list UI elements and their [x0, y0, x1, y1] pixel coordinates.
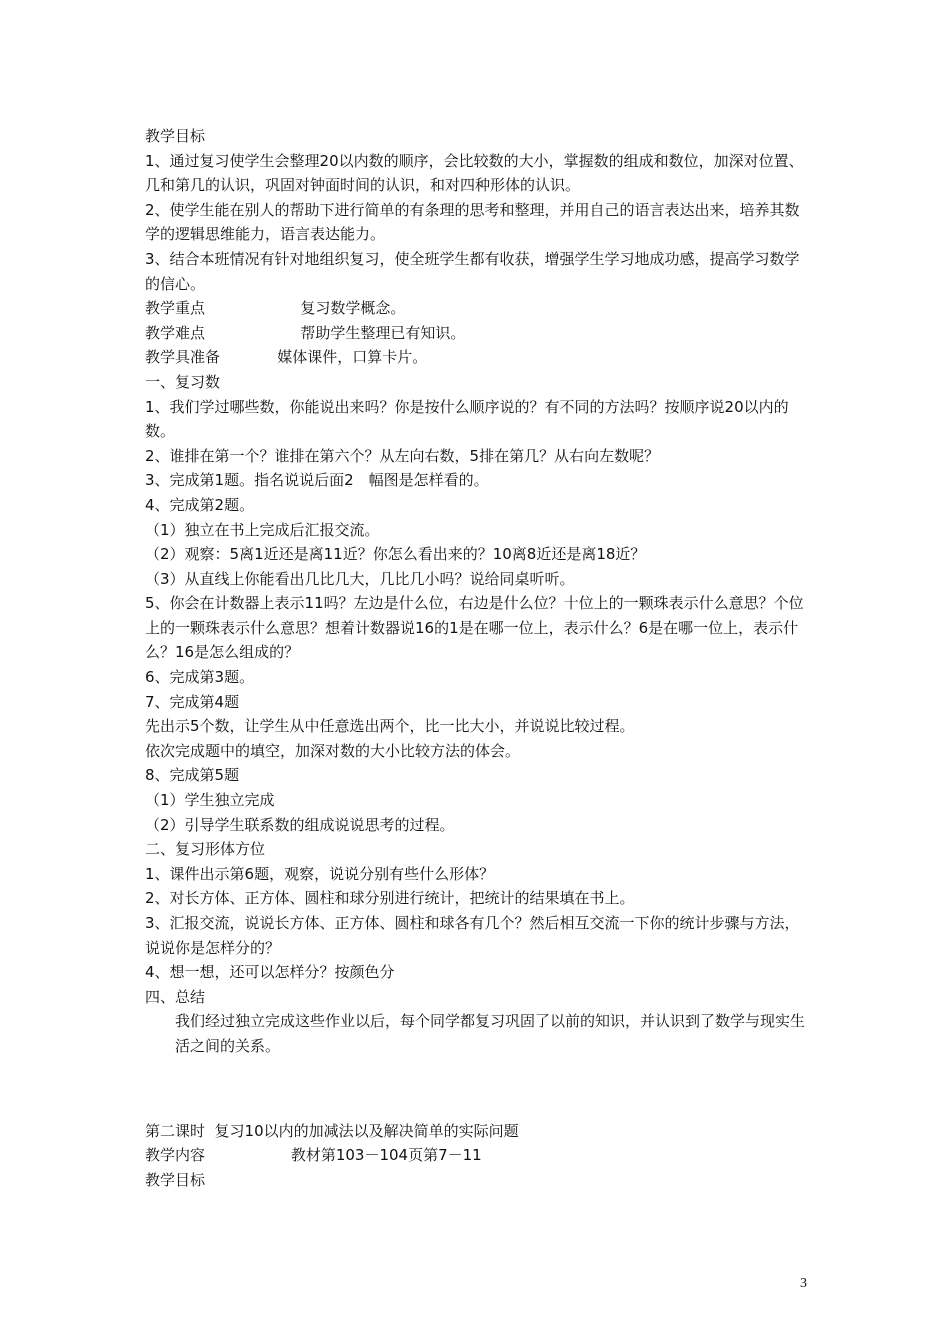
item-8: 8、完成第5题: [145, 766, 240, 785]
item-7-detail-1: 先出示5个数，让学生从中任意选出两个，比一比大小，并说说比较过程。: [145, 717, 635, 736]
teaching-materials: 教学具准备 媒体课件，口算卡片。: [145, 348, 428, 367]
item-4-sub-2: （2）观察：5离1近还是离11近？你怎么看出来的？10离8近还是离18近？: [145, 545, 646, 564]
goal-3: 3、结合本班情况有针对地组织复习，使全班学生都有收获，增强学生学习地成功感，提高学习数学的信心。: [145, 249, 800, 293]
document-body: [145, 124, 810, 1192]
teaching-focus: 教学重点 复习数学概念。: [145, 299, 406, 318]
item-7: 7、完成第4题: [145, 692, 240, 711]
shapes-item-4: 4、想一想，还可以怎样分？按颜色分: [145, 963, 395, 982]
item-4-sub-3: （3）从直线上你能看出几比几大，几比几小吗？说给同桌听听。: [145, 569, 575, 588]
item-8-sub-1: （1）学生独立完成: [145, 791, 275, 810]
page-number: 3: [800, 1276, 807, 1291]
item-3: 3、完成第1题。指名说说后面2 幅图是怎样看的。: [145, 471, 489, 490]
shapes-item-1: 1、课件出示第6题，观察，说说分别有些什么形体？: [145, 864, 495, 883]
item-7-detail-2: 依次完成题中的填空，加深对数的大小比较方法的体会。: [145, 741, 521, 760]
section-summary: 四、总结: [145, 987, 206, 1006]
section-review-shapes: 二、复习形体方位: [145, 840, 266, 859]
section-review-numbers: 一、复习数: [145, 372, 221, 391]
second-lesson-goals: 教学目标: [145, 1170, 206, 1189]
item-4-sub-1: （1）独立在书上完成后汇报交流。: [145, 520, 380, 539]
spacer: [145, 1059, 810, 1119]
goal-2: 2、使学生能在别人的帮助下进行简单的有条理的思考和整理，并用自己的语言表达出来，培养其数学的逻辑思维能力，语言表达能力。: [145, 200, 800, 244]
heading-teaching-goals: 教学目标: [145, 127, 206, 145]
second-lesson-content: 教学内容 教材第103－104页第7－11: [145, 1146, 482, 1165]
item-4: 4、完成第2题。: [145, 495, 255, 514]
item-8-sub-2: （2）引导学生联系数的组成说说思考的过程。: [145, 815, 455, 834]
item-1: 1、我们学过哪些数，你能说出来吗？你是按什么顺序说的？有不同的方法吗？按顺序说20以内的数。: [145, 397, 789, 441]
goal-1: 1、通过复习使学生会整理20以内数的顺序，会比较数的大小，掌握数的组成和数位，加深对位置、几和第几的认识，巩固对钟面时间的认识，和对四种形体的认识。: [145, 151, 804, 195]
teaching-difficulty: 教学难点 帮助学生整理已有知识。: [145, 323, 466, 342]
shapes-item-3: 3、汇报交流，说说长方体、正方体、圆柱和球各有几个？然后相互交流一下你的统计步骤与方法，说说你是怎样分的？: [145, 914, 800, 957]
item-6: 6、完成第3题。: [145, 668, 255, 687]
item-5: 5、你会在计数器上表示11吗？左边是什么位，右边是什么位？十位上的一颗珠表示什么意思？个位上的一颗珠表示什么意思？想着计数器说16的1是在哪一位上，表示什么？6是在哪一位上，表示什么？16是怎么组成的？: [145, 594, 804, 662]
item-2: 2、谁排在第一个？谁排在第六个？从左向右数，5排在第几？从右向左数呢？: [145, 446, 660, 465]
second-lesson-title: 第二课时 复习10以内的加减法以及解决简单的实际问题: [145, 1121, 519, 1140]
shapes-item-2: 2、对长方体、正方体、圆柱和球分别进行统计，把统计的结果填在书上。: [145, 889, 635, 908]
summary-paragraph: 我们经过独立完成这些作业以后，每个同学都复习巩固了以前的知识，并认识到了数学与现实生活之间的关系。: [175, 1012, 806, 1055]
